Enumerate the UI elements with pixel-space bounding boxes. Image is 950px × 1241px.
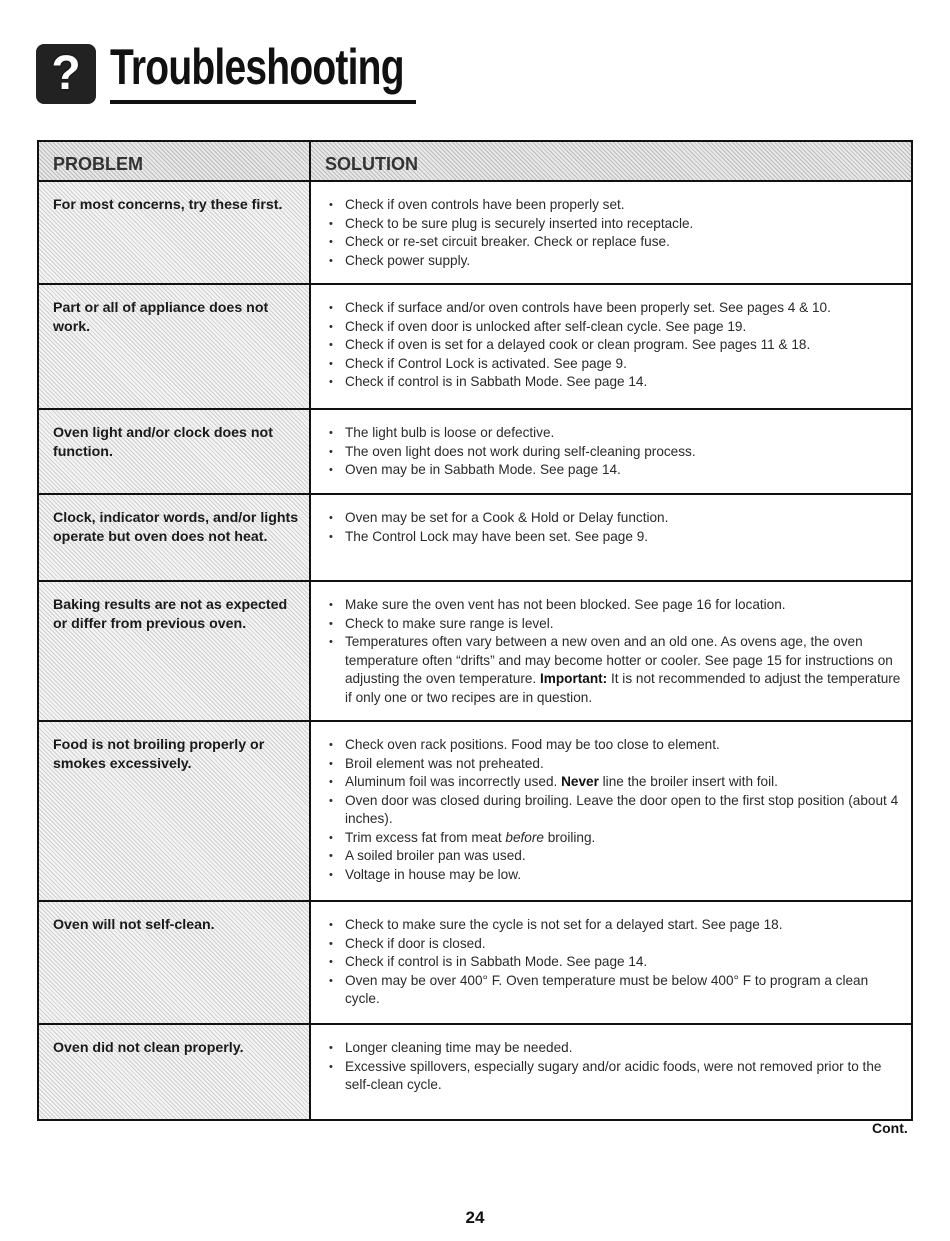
table-row (39, 722, 911, 902)
solution-text: The oven light does not work during self-cleaning process. (345, 443, 696, 459)
solution-item (327, 252, 903, 271)
table-body (39, 182, 911, 1119)
solution-item (327, 633, 903, 707)
solution-item (327, 424, 903, 443)
solution-item (327, 1058, 903, 1095)
solution-text: Oven may be set for a Cook & Hold or Delay function. (345, 510, 669, 525)
solution-item (327, 509, 903, 528)
question-mark-glyph: ? (51, 47, 81, 100)
solution-text: Make sure the oven vent has not been blocked. See page 16 for location. (345, 597, 786, 612)
solution-text: Check oven rack positions. Food may be too close to element. (345, 737, 720, 752)
solution-item (327, 736, 903, 755)
solution-item (327, 373, 903, 392)
solution-column-header: SOLUTION (311, 142, 911, 180)
solution-item (327, 972, 903, 1009)
solution-cell (311, 285, 911, 408)
solution-text: Check if door is closed. (345, 935, 486, 951)
table-row (39, 902, 911, 1025)
solution-text: Check to make sure range is level. (345, 615, 554, 631)
solution-item (327, 935, 903, 954)
solution-text: Excessive spillovers, especially sugary and/or acidic foods, were not removed prior to the self-clean cycle. (345, 1058, 882, 1092)
solution-item (327, 461, 903, 480)
problem-column-header: PROBLEM (39, 142, 311, 180)
solution-cell (311, 902, 911, 1023)
table-row (39, 582, 911, 722)
solution-text: The light bulb is loose or defective. (345, 425, 555, 440)
solution-item (327, 443, 903, 462)
problem-cell: Oven light and/or clock does not function. (39, 410, 311, 493)
solution-text: Check to make sure the cycle is not set for a delayed start. See page 18. (345, 917, 783, 932)
solution-text: It is not recommended to adjust the temperature if only one or two recipes are in question. (345, 671, 901, 705)
solution-item (327, 866, 903, 885)
solution-text: Check to be sure plug is securely inserted into receptacle. (345, 215, 694, 231)
solution-text: Temperatures often vary between a new oven and an old one. As ovens age, the oven temperature often “drifts” and may become hotter or cooler. See page 15 for instructions on adjusting the oven temperature. (345, 634, 893, 686)
solution-item (327, 792, 903, 829)
solution-text: Check if oven is set for a delayed cook or clean program. See pages 11 & 18. (345, 337, 811, 352)
solution-text: Check or re-set circuit breaker. Check or replace fuse. (345, 234, 670, 249)
table-row (39, 182, 911, 285)
solution-item (327, 528, 903, 547)
question-mark-icon (36, 44, 96, 104)
solution-item (327, 615, 903, 634)
solution-list (327, 299, 903, 392)
solution-text: Aluminum foil was incorrectly used. (345, 774, 562, 789)
solution-item (327, 755, 903, 774)
solution-list (327, 1039, 903, 1095)
solution-list (327, 196, 903, 270)
table-row (39, 285, 911, 410)
solution-item (327, 336, 903, 355)
solution-text: Check if surface and/or oven controls have been properly set. See pages 4 & 10. (345, 300, 831, 315)
solution-item (327, 953, 903, 972)
solution-item (327, 1039, 903, 1058)
solution-item (327, 916, 903, 935)
table-row (39, 495, 911, 582)
solution-list (327, 916, 903, 1009)
solution-emphasis: Important: (539, 671, 608, 686)
solution-item (327, 355, 903, 374)
problem-cell: Baking results are not as expected or differ from previous oven. (39, 582, 311, 720)
solution-list (327, 736, 903, 884)
problem-cell: Food is not broiling properly or smokes excessively. (39, 722, 311, 900)
solution-text: Check if control is in Sabbath Mode. See page 14. (345, 374, 648, 389)
solution-item (327, 196, 903, 215)
problem-cell: Part or all of appliance does not work. (39, 285, 311, 408)
solution-item (327, 299, 903, 318)
troubleshooting-table (37, 140, 913, 1121)
problem-cell: Oven will not self-clean. (39, 902, 311, 1023)
solution-text: Longer cleaning time may be needed. (345, 1040, 573, 1055)
solution-text: Oven door was closed during broiling. Leave the door open to the first stop position (about 4 inches). (345, 792, 899, 826)
table-row (39, 1025, 911, 1119)
solution-item (327, 829, 903, 848)
solution-cell (311, 1025, 911, 1119)
solution-item (327, 215, 903, 234)
solution-cell (311, 182, 911, 283)
solution-list (327, 596, 903, 707)
page-title: Troubleshooting (110, 39, 404, 95)
problem-cell: Oven did not clean properly. (39, 1025, 311, 1119)
table-row (39, 410, 911, 495)
solution-item (327, 233, 903, 252)
solution-cell (311, 722, 911, 900)
solution-text: Oven may be in Sabbath Mode. See page 14. (345, 462, 621, 477)
solution-text: Check if control is in Sabbath Mode. See page 14. (345, 954, 648, 969)
solution-text: Check if Control Lock is activated. See page 9. (345, 355, 627, 371)
page-number: 24 (465, 1208, 485, 1227)
solution-text: A soiled broiler pan was used. (345, 848, 526, 863)
solution-text: Broil element was not preheated. (345, 755, 544, 771)
solution-item (327, 847, 903, 866)
problem-cell: Clock, indicator words, and/or lights operate but oven does not heat. (39, 495, 311, 580)
solution-text: Check power supply. (345, 252, 471, 268)
table-header (39, 142, 911, 182)
solution-item (327, 318, 903, 337)
problem-cell: For most concerns, try these first. (39, 182, 311, 283)
solution-cell (311, 495, 911, 580)
solution-item (327, 596, 903, 615)
solution-text: broiling. (543, 829, 596, 845)
solution-text: Oven may be over 400° F. Oven temperature must be below 400° F to program a clean cycle. (345, 972, 869, 1006)
solution-item (327, 773, 903, 792)
title-underline (110, 100, 416, 104)
solution-list (327, 509, 903, 546)
solution-text: Trim excess fat from meat (345, 829, 506, 845)
solution-emphasis: Never (561, 774, 599, 789)
solution-text: Check if oven controls have been properly set. (345, 197, 625, 212)
continued-label: Cont. (872, 1120, 908, 1136)
solution-cell (311, 582, 911, 720)
solution-list (327, 424, 903, 480)
solution-text: The Control Lock may have been set. See page 9. (345, 528, 649, 544)
solution-text: Voltage in house may be low. (345, 866, 522, 882)
solution-text: line the broiler insert with foil. (598, 774, 778, 789)
solution-text: Check if oven door is unlocked after self-clean cycle. See page 19. (345, 318, 747, 334)
solution-italic: before (505, 829, 544, 845)
solution-cell (311, 410, 911, 493)
